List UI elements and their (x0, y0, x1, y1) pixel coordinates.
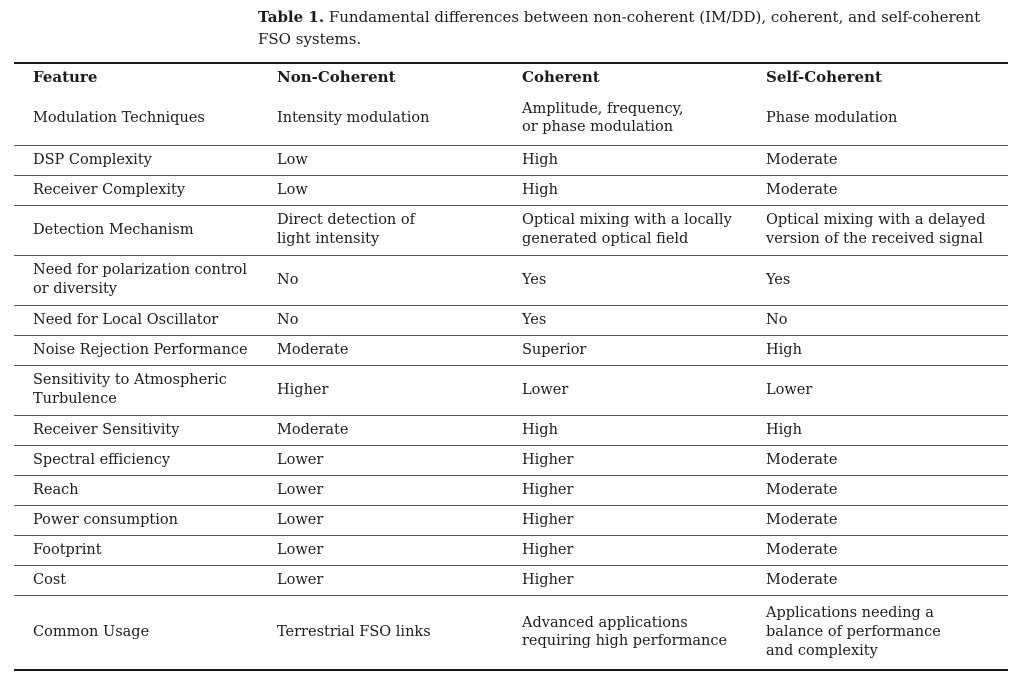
table-row-common-usage (14, 595, 1008, 670)
cell-non-coherent: Lower (277, 511, 324, 528)
table-row-modulation-techniques (14, 92, 1008, 145)
table-row-cost (14, 565, 1008, 595)
cell-coherent: Higher (522, 481, 574, 498)
cell-non-coherent: Terrestrial FSO links (277, 623, 431, 640)
cell-self-coherent: High (766, 341, 802, 358)
cell-feature: Receiver Sensitivity (33, 421, 180, 438)
cell-feature: Detection Mechanism (33, 221, 194, 238)
cell-feature: Reach (33, 481, 79, 498)
header-self-coherent: Self-Coherent (766, 68, 882, 87)
cell-feature: Spectral efficiency (33, 451, 171, 468)
cell-coherent: Lower (522, 381, 569, 398)
cell-non-coherent: Low (277, 151, 308, 168)
cell-coherent: Higher (522, 571, 574, 588)
cell-coherent: High (522, 151, 558, 168)
cell-non-coherent: Higher (277, 381, 329, 398)
cell-coherent: Higher (522, 511, 574, 528)
table-caption (258, 6, 1010, 50)
cell-coherent: Optical mixing with a locally generated optical field (522, 212, 732, 247)
cell-non-coherent: Lower (277, 571, 324, 588)
table-row-detection-mechanism (14, 205, 1008, 255)
cell-feature: Footprint (33, 541, 102, 558)
cell-non-coherent: Moderate (277, 341, 349, 358)
table-header-row (14, 63, 1008, 92)
header-non-coherent: Non-Coherent (277, 68, 396, 87)
cell-self-coherent: Moderate (766, 481, 838, 498)
cell-self-coherent: High (766, 421, 802, 438)
cell-self-coherent: No (766, 311, 788, 328)
header-coherent: Coherent (522, 68, 600, 87)
cell-non-coherent: Lower (277, 481, 324, 498)
cell-feature: Modulation Techniques (33, 109, 205, 126)
cell-coherent: High (522, 181, 558, 198)
cell-coherent: Yes (522, 271, 547, 288)
cell-self-coherent: Moderate (766, 571, 838, 588)
cell-non-coherent: Intensity modulation (277, 109, 430, 126)
cell-coherent: Higher (522, 451, 574, 468)
cell-feature: Common Usage (33, 623, 150, 640)
cell-coherent: Superior (522, 341, 587, 358)
table-row-reach (14, 475, 1008, 505)
cell-coherent: Amplitude, frequency, or phase modulation (522, 100, 684, 136)
cell-self-coherent: Yes (766, 271, 791, 288)
table-row-polarization-control (14, 255, 1008, 305)
table-row-atmospheric-turbulence (14, 365, 1008, 415)
cell-feature: Need for polarization control or diversity (33, 262, 247, 297)
cell-non-coherent: No (277, 311, 299, 328)
table-row-noise-rejection (14, 335, 1008, 365)
table-caption-text-line1: Fundamental differences between non-coherent (IM/DD), coherent, and self-coherent (328, 8, 981, 26)
cell-non-coherent: Low (277, 181, 308, 198)
cell-non-coherent: Direct detection of light intensity (277, 212, 415, 247)
table-caption-label: Table 1. (258, 8, 325, 26)
table-row-local-oscillator (14, 305, 1008, 335)
cell-feature: Need for Local Oscillator (33, 311, 219, 328)
cell-feature: Cost (33, 571, 67, 588)
table-row-dsp-complexity (14, 145, 1008, 175)
cell-self-coherent: Applications needing a balance of performance and complexity (766, 605, 941, 659)
cell-self-coherent: Moderate (766, 511, 838, 528)
cell-self-coherent: Moderate (766, 451, 838, 468)
cell-feature: Receiver Complexity (33, 181, 186, 198)
cell-coherent: High (522, 421, 558, 438)
cell-non-coherent: Lower (277, 541, 324, 558)
cell-coherent: Yes (522, 311, 547, 328)
cell-feature: Sensitivity to Atmospheric Turbulence (33, 372, 227, 407)
cell-non-coherent: No (277, 271, 299, 288)
table-row-spectral-efficiency (14, 445, 1008, 475)
cell-self-coherent: Moderate (766, 181, 838, 198)
cell-coherent: Advanced applications requiring high performance (522, 614, 728, 650)
cell-non-coherent: Moderate (277, 421, 349, 438)
cell-non-coherent: Lower (277, 451, 324, 468)
table-row-footprint (14, 535, 1008, 565)
cell-feature: DSP Complexity (33, 151, 152, 168)
cell-self-coherent: Moderate (766, 151, 838, 168)
table-row-receiver-complexity (14, 175, 1008, 205)
cell-feature: Noise Rejection Performance (33, 341, 248, 358)
cell-self-coherent: Phase modulation (766, 109, 898, 126)
cell-self-coherent: Moderate (766, 541, 838, 558)
table-caption-text-line2: FSO systems. (258, 30, 362, 48)
cell-self-coherent: Lower (766, 381, 813, 398)
cell-feature: Power consumption (33, 511, 178, 528)
table-row-receiver-sensitivity (14, 415, 1008, 445)
table-row-power-consumption (14, 505, 1008, 535)
cell-self-coherent: Optical mixing with a delayed version of the received signal (766, 212, 986, 247)
comparison-table (14, 62, 1008, 671)
header-feature: Feature (33, 68, 98, 87)
cell-coherent: Higher (522, 541, 574, 558)
